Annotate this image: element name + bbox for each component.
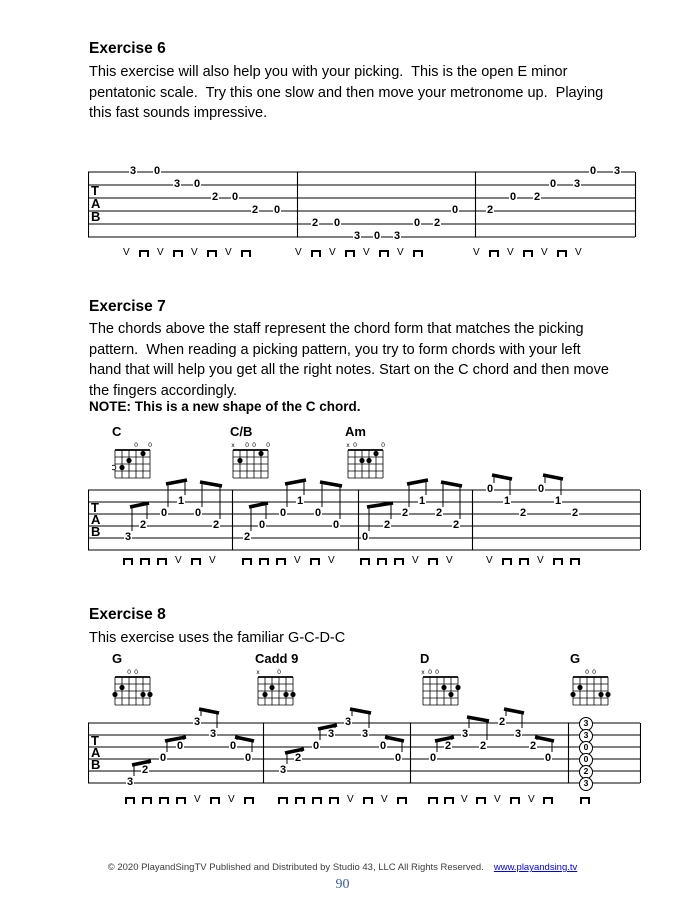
chord-label: C xyxy=(112,424,122,439)
exercise-8-tab xyxy=(88,705,641,810)
tab-note: 0 xyxy=(232,191,239,203)
downstroke-icon xyxy=(311,250,321,257)
exercise-8-description: This exercise uses the familiar G-C-D-C xyxy=(89,630,346,646)
tab-clef-letter: A xyxy=(91,512,101,527)
svg-text:x: x xyxy=(421,669,425,676)
exercise-7-tab xyxy=(88,467,641,572)
tab-note: 0 xyxy=(550,178,557,190)
downstroke-icon xyxy=(543,797,553,804)
staff-lines-svg xyxy=(88,165,641,260)
tab-note: 3 xyxy=(127,776,134,788)
exercise-6-heading: Exercise 6 xyxy=(89,40,166,57)
tab-note: 0 xyxy=(362,531,369,543)
upstroke-icon: V xyxy=(363,247,370,258)
chord-label: G xyxy=(570,651,581,666)
downstroke-icon xyxy=(413,250,423,257)
exercise-6-tab xyxy=(88,165,641,260)
downstroke-icon xyxy=(519,558,529,565)
tab-note: 2 xyxy=(487,204,494,216)
downstroke-icon xyxy=(329,797,339,804)
tab-note: 0 xyxy=(538,483,545,495)
tab-note: 0 xyxy=(374,230,381,242)
tab-clef-letter: A xyxy=(91,196,101,211)
tab-note: 0 xyxy=(194,178,201,190)
staff-lines-svg xyxy=(88,467,641,572)
svg-text:0: 0 xyxy=(435,669,439,676)
exercise-6-description: This exercise will also help you with your picking. This is the open E minor pentatonic scale. Try this one slow and then move your metronome up. Playing this fast sounds impressive. xyxy=(89,64,608,121)
downstroke-icon xyxy=(557,250,567,257)
tab-note: 0 xyxy=(334,217,341,229)
downstroke-icon xyxy=(523,250,533,257)
svg-text:0: 0 xyxy=(381,442,385,449)
downstroke-icon xyxy=(191,558,201,565)
exercise-8-heading: Exercise 8 xyxy=(89,606,166,623)
tab-note: 0 xyxy=(160,752,167,764)
tab-clef-letter: T xyxy=(91,183,99,198)
downstroke-icon xyxy=(444,797,454,804)
tab-note: 3 xyxy=(362,728,369,740)
upstroke-icon: V xyxy=(494,794,501,805)
upstroke-icon: V xyxy=(473,247,480,258)
tab-note: 0 xyxy=(380,740,387,752)
tab-note: 2 xyxy=(142,764,149,776)
exercise-7-heading: Exercise 7 xyxy=(89,298,166,315)
tab-note: 0 xyxy=(590,165,597,177)
tab-note: 2 xyxy=(384,519,391,531)
tab-note: 3 xyxy=(130,165,137,177)
tab-clef-letter: B xyxy=(91,209,101,224)
upstroke-icon: V xyxy=(461,794,468,805)
tab-note: 3 xyxy=(614,165,621,177)
chord-label: D xyxy=(420,651,430,666)
downstroke-icon xyxy=(345,250,355,257)
svg-text:0: 0 xyxy=(245,442,249,449)
svg-text:0: 0 xyxy=(252,442,256,449)
chord-label: Am xyxy=(345,424,366,439)
upstroke-icon: V xyxy=(209,555,216,566)
staff-lines-svg xyxy=(88,705,641,810)
svg-text:0: 0 xyxy=(134,442,138,449)
footer-link[interactable]: www.playandsing.tv xyxy=(493,862,578,873)
tab-clef-letter: B xyxy=(91,757,101,772)
tab-note: 2 xyxy=(244,531,251,543)
upstroke-icon: V xyxy=(541,247,548,258)
tab-note: 3 xyxy=(354,230,361,242)
tab-note: 2 xyxy=(534,191,541,203)
tab-note: 0 xyxy=(230,740,237,752)
tab-note: 0 xyxy=(414,217,421,229)
tab-note: 0 xyxy=(315,507,322,519)
svg-text:0: 0 xyxy=(127,669,131,676)
tab-note: 2 xyxy=(445,740,452,752)
tab-note: 2 xyxy=(480,740,487,752)
tab-note: 2 xyxy=(572,507,579,519)
tab-note: 1 xyxy=(297,495,304,507)
upstroke-icon: V xyxy=(397,247,404,258)
tab-note: 2 xyxy=(212,191,219,203)
tab-clef-letter: B xyxy=(91,524,101,539)
svg-text:x: x xyxy=(231,442,235,449)
tab-note: 2 xyxy=(453,519,460,531)
downstroke-icon xyxy=(140,558,150,565)
downstroke-icon xyxy=(139,250,149,257)
upstroke-icon: V xyxy=(412,555,419,566)
svg-text:0: 0 xyxy=(353,442,357,449)
svg-text:0: 0 xyxy=(428,669,432,676)
tab-note: 0 xyxy=(452,204,459,216)
tab-note: 0 xyxy=(510,191,517,203)
upstroke-icon: V xyxy=(446,555,453,566)
tab-note: 1 xyxy=(419,495,426,507)
downstroke-icon xyxy=(278,797,288,804)
chord-column-note: 3 xyxy=(579,777,593,791)
upstroke-icon: V xyxy=(123,247,130,258)
tab-note: 0 xyxy=(430,752,437,764)
downstroke-icon xyxy=(157,558,167,565)
upstroke-icon: V xyxy=(575,247,582,258)
upstroke-icon: V xyxy=(507,247,514,258)
chord-column-note: 3 xyxy=(579,729,593,743)
svg-text:0: 0 xyxy=(148,442,152,449)
downstroke-icon xyxy=(553,558,563,565)
downstroke-icon xyxy=(580,797,590,804)
chord-label: C/B xyxy=(230,424,253,439)
tab-note: 3 xyxy=(194,716,201,728)
tab-note: 0 xyxy=(333,519,340,531)
tab-note: 0 xyxy=(161,507,168,519)
downstroke-icon xyxy=(570,558,580,565)
svg-text:0: 0 xyxy=(277,669,281,676)
upstroke-icon: V xyxy=(328,555,335,566)
tab-note: 0 xyxy=(545,752,552,764)
downstroke-icon xyxy=(207,250,217,257)
downstroke-icon xyxy=(397,797,407,804)
downstroke-icon xyxy=(360,558,370,565)
upstroke-icon: V xyxy=(347,794,354,805)
footer xyxy=(0,862,685,873)
upstroke-icon: V xyxy=(225,247,232,258)
svg-text:0: 0 xyxy=(134,669,138,676)
tab-clef-letter: A xyxy=(91,745,101,760)
tab-note: 3 xyxy=(462,728,469,740)
downstroke-icon xyxy=(176,797,186,804)
tab-note: 2 xyxy=(499,716,506,728)
tab-note: 0 xyxy=(177,740,184,752)
tab-note: 3 xyxy=(574,178,581,190)
c-chord-note: NOTE: This is a new shape of the C chord. xyxy=(89,399,361,414)
chord-label: G xyxy=(112,651,123,666)
tab-note: 0 xyxy=(195,507,202,519)
upstroke-icon: V xyxy=(329,247,336,258)
svg-text:0: 0 xyxy=(585,669,589,676)
downstroke-icon xyxy=(244,797,254,804)
svg-text:x: x xyxy=(346,442,350,449)
tab-note: 3 xyxy=(125,531,132,543)
svg-text:x: x xyxy=(256,669,260,676)
tab-note: 3 xyxy=(515,728,522,740)
downstroke-icon xyxy=(502,558,512,565)
svg-text:0: 0 xyxy=(592,669,596,676)
tab-note: 2 xyxy=(436,507,443,519)
downstroke-icon xyxy=(476,797,486,804)
svg-text:0: 0 xyxy=(266,442,270,449)
chord-column-note: 2 xyxy=(579,765,593,779)
tab-note: 3 xyxy=(394,230,401,242)
downstroke-icon xyxy=(394,558,404,565)
exercise-7-description: The chords above the staff represent the chord form that matches the picking pattern. When reading a picking pattern, you try to form chords with your left hand that will help you get all the right notes. Start on the C chord and then move the fingers accordingly. xyxy=(89,321,613,399)
upstroke-icon: V xyxy=(295,247,302,258)
upstroke-icon: V xyxy=(194,794,201,805)
downstroke-icon xyxy=(310,558,320,565)
upstroke-icon: V xyxy=(381,794,388,805)
downstroke-icon xyxy=(123,558,133,565)
downstroke-icon xyxy=(379,250,389,257)
tab-note: 1 xyxy=(178,495,185,507)
tab-note: 3 xyxy=(328,728,335,740)
tab-note: 3 xyxy=(210,728,217,740)
tab-note: 0 xyxy=(395,752,402,764)
upstroke-icon: V xyxy=(228,794,235,805)
upstroke-icon: V xyxy=(157,247,164,258)
tab-clef-letter: T xyxy=(91,733,99,748)
tab-note: 3 xyxy=(280,764,287,776)
page-number: 90 xyxy=(335,877,350,892)
tab-note: 1 xyxy=(504,495,511,507)
tab-clef-letter: T xyxy=(91,500,99,515)
downstroke-icon xyxy=(242,558,252,565)
tab-note: 3 xyxy=(174,178,181,190)
tab-note: 0 xyxy=(487,483,494,495)
tab-note: 2 xyxy=(312,217,319,229)
chord-column-note: 3 xyxy=(579,717,593,731)
upstroke-icon: V xyxy=(528,794,535,805)
upstroke-icon: V xyxy=(175,555,182,566)
downstroke-icon xyxy=(241,250,251,257)
tab-note: 2 xyxy=(213,519,220,531)
upstroke-icon: V xyxy=(486,555,493,566)
tab-note: 0 xyxy=(313,740,320,752)
downstroke-icon xyxy=(210,797,220,804)
downstroke-icon xyxy=(125,797,135,804)
upstroke-icon: V xyxy=(294,555,301,566)
footer-text: © 2020 PlayandSingTV Published and Distributed by Studio 43, LLC All Rights Reserved. xyxy=(107,862,484,873)
downstroke-icon xyxy=(295,797,305,804)
downstroke-icon xyxy=(142,797,152,804)
chord-column-note: 0 xyxy=(579,741,593,755)
tab-note: 1 xyxy=(555,495,562,507)
downstroke-icon xyxy=(363,797,373,804)
downstroke-icon xyxy=(489,250,499,257)
downstroke-icon xyxy=(428,797,438,804)
tab-note: 2 xyxy=(295,752,302,764)
upstroke-icon: V xyxy=(537,555,544,566)
downstroke-icon xyxy=(377,558,387,565)
downstroke-icon xyxy=(510,797,520,804)
tab-note: 2 xyxy=(252,204,259,216)
tab-note: 0 xyxy=(280,507,287,519)
chord-column-note: 0 xyxy=(579,753,593,767)
downstroke-icon xyxy=(312,797,322,804)
downstroke-icon xyxy=(259,558,269,565)
upstroke-icon: V xyxy=(191,247,198,258)
tab-note: 0 xyxy=(274,204,281,216)
tab-note: 2 xyxy=(140,519,147,531)
tab-note: 0 xyxy=(259,519,266,531)
tab-note: 2 xyxy=(434,217,441,229)
tab-note: 2 xyxy=(530,740,537,752)
tab-note: 0 xyxy=(245,752,252,764)
tab-note: 3 xyxy=(345,716,352,728)
downstroke-icon xyxy=(173,250,183,257)
downstroke-icon xyxy=(428,558,438,565)
chord-label: Cadd 9 xyxy=(255,651,299,666)
tab-note: 2 xyxy=(520,507,527,519)
downstroke-icon xyxy=(276,558,286,565)
tab-note: 2 xyxy=(402,507,409,519)
tab-note: 0 xyxy=(154,165,161,177)
downstroke-icon xyxy=(159,797,169,804)
